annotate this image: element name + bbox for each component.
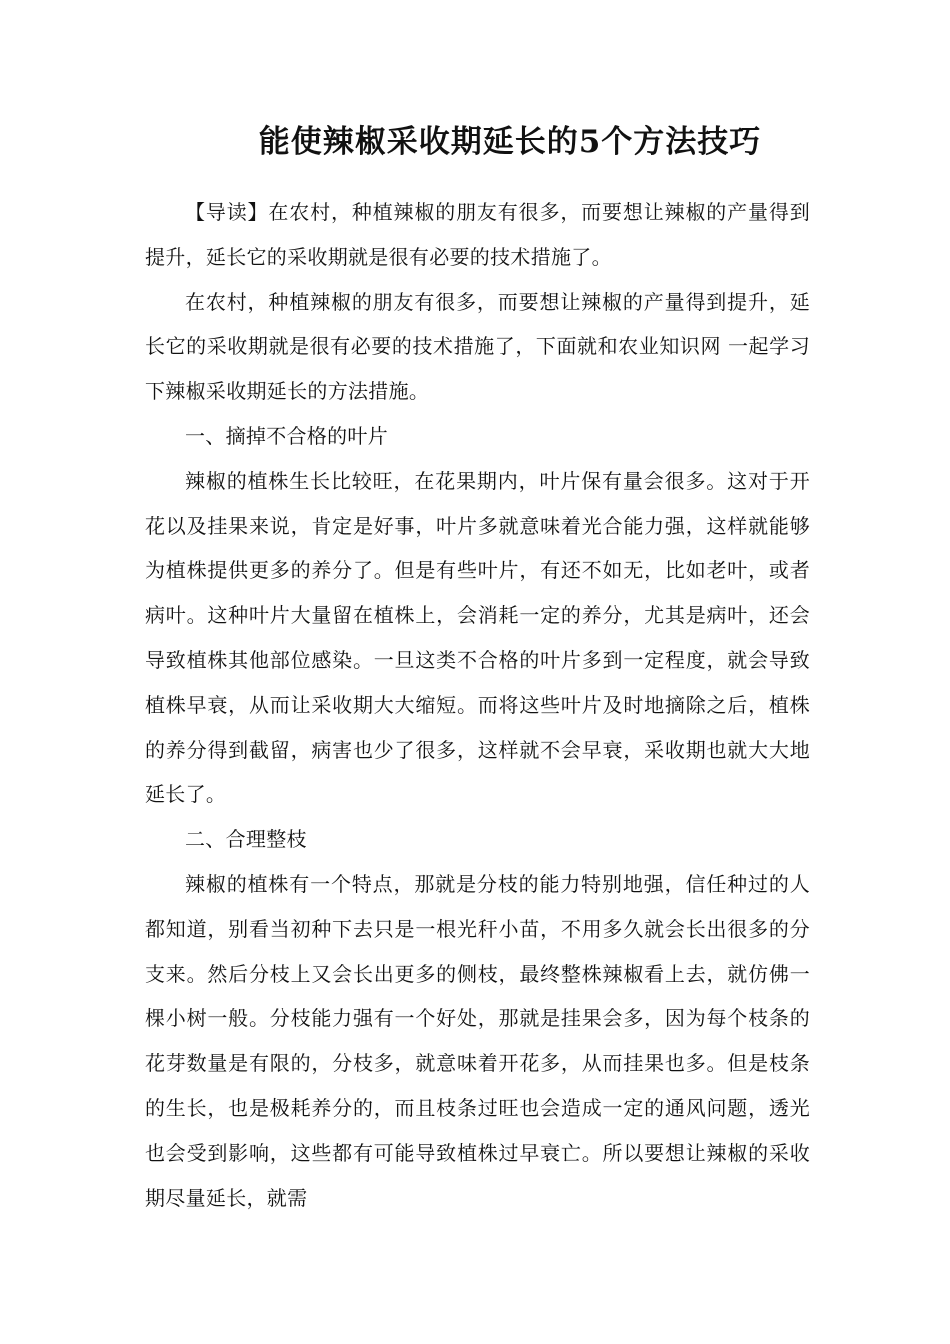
paragraph-section-2: 辣椒的植株有一个特点，那就是分枝的能力特别地强，信任种过的人都知道，别看当初种下去只是一根光秆小苗，不用多久就会长出很多的分支来。然后分枝上又会长出更多的侧枝，最终整株辣椒看上去，就仿佛一棵小树一般。分枝能力强有一个好处，那就是挂果会多，因为每个枝条的花芽数量是有限的，分枝多，就意味着开花多，从而挂果也多。但是枝条的生长，也是极耗养分的，而且枝条过旺也会造成一定的通风问题，透光也会受到影响，这些都有可能导致植株过早衰亡。所以要想让辣椒的采收期尽量延长，就需 <box>145 871 810 1210</box>
document-body <box>145 190 810 1220</box>
section-heading-1: 一、摘掉不合格的叶片 <box>185 423 388 448</box>
paragraph-lead: 在农村，种植辣椒的朋友有很多，而要想让辣椒的产量得到提升，延长它的采收期就是很有必要的技术措施了，下面就和农业知识网 一起学习下辣椒采收期延长的方法措施。 <box>145 289 810 404</box>
paragraph-intro: 【导读】在农村，种植辣椒的朋友有很多，而要想让辣椒的产量得到提升，延长它的采收期就是很有必要的技术措施了。 <box>145 200 810 269</box>
paragraph-section-1: 辣椒的植株生长比较旺，在花果期内，叶片保有量会很多。这对于开花以及挂果来说，肯定是好事，叶片多就意味着光合能力强，这样就能够为植株提供更多的养分了。但是有些叶片，有还不如无，比如老叶，或者病叶。这种叶片大量留在植株上，会消耗一定的养分，尤其是病叶，还会导致植株其他部位感染。一旦这类不合格的叶片多到一定程度，就会导致植株早衰，从而让采收期大大缩短。而将这些叶片及时地摘除之后，植株的养分得到截留，病害也少了很多，这样就不会早衰，采收期也就大大地延长了。 <box>145 468 810 807</box>
section-heading-2: 二、合理整枝 <box>185 827 307 852</box>
document-title: 能使辣椒采收期延长的5个方法技巧 <box>258 124 762 160</box>
